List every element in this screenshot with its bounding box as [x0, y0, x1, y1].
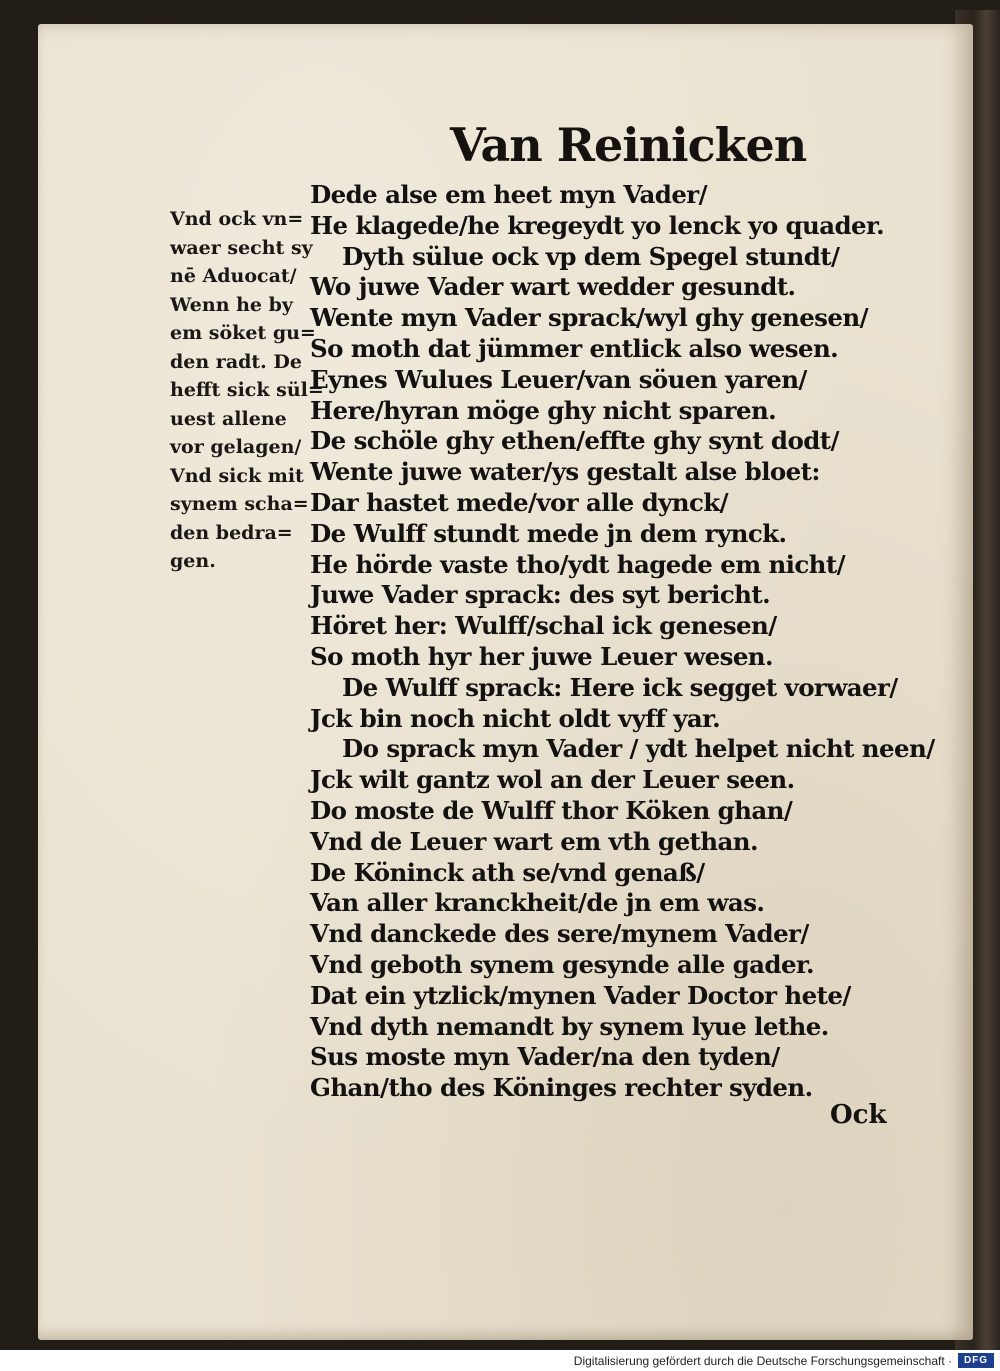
dfg-logo: DFG — [958, 1353, 994, 1368]
marginal-line: den radt. De — [170, 350, 302, 373]
verse-line: Do moste de Wulff thor Köken ghan/ — [310, 795, 793, 825]
verse-line: Jck wilt gantz wol an der Leuer seen. — [310, 765, 795, 795]
marginal-line: Vnd sick mit — [170, 464, 304, 487]
verse-line: Dat ein ytzlick/mynen Vader Doctor hete/ — [310, 980, 851, 1010]
verse-line: Vnd danckede des sere/mynem Vader/ — [310, 919, 809, 949]
verse-line: De Wulff stundt mede jn dem rynck. — [310, 518, 787, 548]
verse-line: Dede alse em heet myn Vader/ — [310, 180, 707, 209]
marginal-line: em söket gu= — [170, 322, 316, 344]
verse-line: De Köninck ath se/vnd genaß/ — [310, 857, 705, 887]
verse-line: Do sprack myn Vader / ydt helpet nicht neen/ — [342, 734, 935, 764]
marginal-line: synem scha= — [170, 493, 309, 515]
marginal-line: nē Aduocat/ — [170, 265, 297, 287]
verse-text — [310, 180, 935, 1104]
verse-line: He klagede/he kregeydt yo lenck yo quader. — [310, 210, 885, 240]
running-head: Van Reinicken — [450, 118, 807, 172]
marginal-line: Wenn he by — [170, 293, 293, 316]
verse-line: Dyth sülue ock vp dem Spegel stundt/ — [342, 241, 840, 271]
verse-line: Wo juwe Vader wart wedder gesundt. — [310, 272, 796, 302]
verse-line: De schöle ghy ethen/effte ghy synt dodt/ — [310, 426, 839, 456]
footer-credit: Digitalisierung gefördert durch die Deutsche Forschungsgemeinschaft · — [573, 1354, 952, 1368]
verse-line: Wente myn Vader sprack/wyl ghy genesen/ — [310, 303, 868, 333]
verse-line: Juwe Vader sprack: des syt bericht. — [310, 580, 771, 610]
marginal-line: gen. — [170, 550, 216, 572]
marginal-line: den bedra= — [170, 521, 293, 544]
verse-line: Dar hastet mede/vor alle dynck/ — [310, 487, 729, 517]
marginal-line: vor gelagen/ — [170, 436, 302, 458]
verse-line: Jck bin noch nicht oldt vyff yar. — [310, 703, 721, 733]
verse-line: Ghan/tho des Köninges rechter syden. — [310, 1073, 813, 1103]
verse-line: So moth hyr her juwe Leuer wesen. — [310, 641, 773, 671]
marginal-line: hefft sick sül= — [170, 379, 324, 401]
marginal-line: waer secht sy — [170, 236, 313, 259]
verse-line: Here/hyran möge ghy nicht sparen. — [310, 395, 777, 425]
verse-line: Höret her: Wulff/schal ick genesen/ — [310, 611, 777, 641]
marginal-note — [170, 205, 324, 576]
verse-line: Vnd dyth nemandt by synem lyue lethe. — [310, 1011, 829, 1041]
verse-line: Vnd de Leuer wart em vth gethan. — [310, 826, 758, 856]
marginal-line: uest allene — [170, 407, 287, 430]
verse-line: Eynes Wulues Leuer/van söuen yaren/ — [310, 364, 807, 394]
verse-line: Van aller kranckheit/de jn em was. — [310, 888, 765, 918]
verse-line: De Wulff sprack: Here ick segget vorwaer/ — [342, 672, 898, 702]
catchword: Ock — [830, 1100, 887, 1130]
verse-line: Vnd geboth synem gesynde alle gader. — [310, 949, 814, 979]
verse-line: Wente juwe water/ys gestalt alse bloet: — [310, 457, 820, 487]
verse-line: So moth dat jümmer entlick also wesen. — [310, 333, 839, 363]
verse-line: Sus moste myn Vader/na den tyden/ — [310, 1042, 780, 1072]
marginal-line: Vnd ock vn= — [170, 208, 304, 230]
verse-line: He hörde vaste tho/ydt hagede em nicht/ — [310, 549, 845, 579]
